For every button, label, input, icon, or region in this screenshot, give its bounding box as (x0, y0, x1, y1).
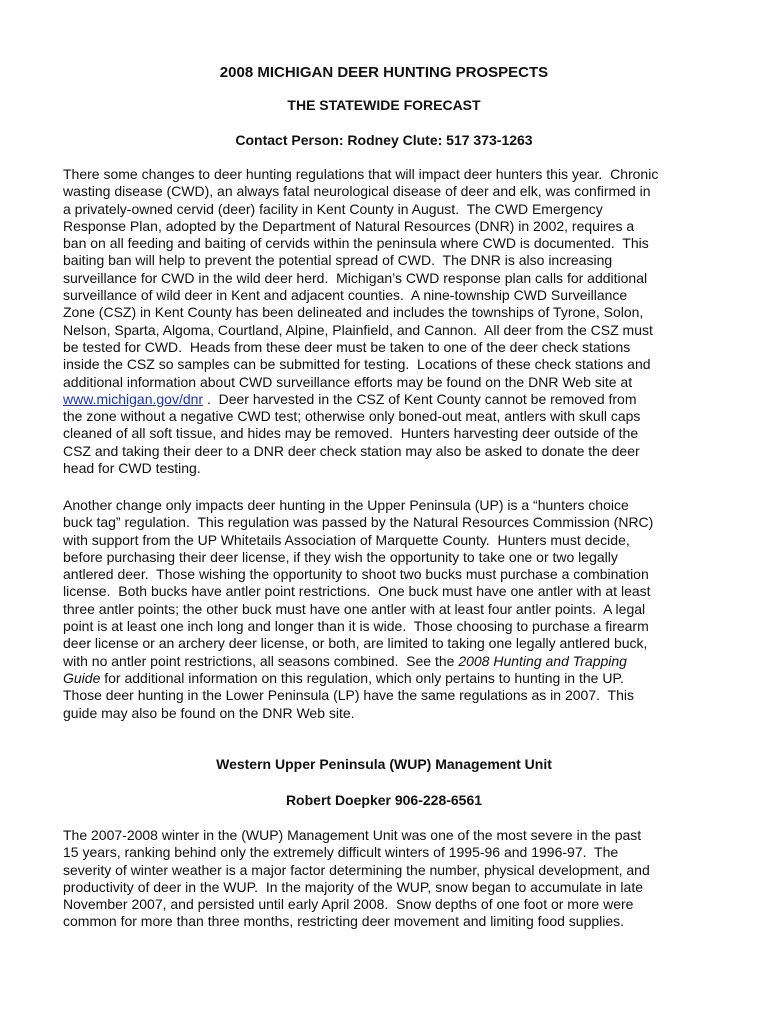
paragraph-line: Response Plan, adopted by the Department of Natural Resources (DNR) in 2002, requires a (63, 217, 635, 234)
paragraph-line: guide may also be found on the DNR Web site. (63, 704, 355, 721)
paragraph-line: cleaned of all soft tissue, and hides may be removed. Hunters harvesting deer outside of the (63, 425, 639, 442)
line-text: with no antler point restrictions, all seasons combined. See the (63, 652, 459, 669)
wup-section-title: Western Upper Peninsula (WUP) Management Unit (216, 756, 552, 772)
guide-title: 2008 Hunting and Trapping (458, 652, 627, 669)
paragraph-line: inside the CSZ so samples can be submitted for testing. Locations of these check stations and (63, 356, 651, 373)
paragraph-line: before purchasing their deer license, if they wish the opportunity to take one or two legally (63, 548, 618, 565)
line-text: for additional information on this regulation, which only pertains to hunting in the UP. (100, 669, 624, 686)
paragraph-line: ban on all feeding and baiting of cervids within the peninsula where CWD is documented. This (63, 235, 649, 252)
paragraph-line: severity of winter weather is a major factor determining the number, physical development, and (63, 861, 650, 878)
paragraph-line-with-link (63, 391, 713, 408)
intro-paragraph (63, 166, 713, 477)
paragraph-line: surveillance of wild deer in Kent and adjacent counties. A nine-township CWD Surveillance (63, 287, 628, 304)
paragraph-line: Another change only impacts deer hunting in the Upper Peninsula (UP) is a “hunters choice (63, 497, 629, 513)
paragraph-line: with support from the UP Whitetails Association of Marquette County. Hunters must decide, (63, 531, 630, 548)
dnr-website-link[interactable]: www.michigan.gov/dnr (63, 390, 204, 407)
wup-paragraph (63, 827, 713, 931)
paragraph-line: be tested for CWD. Heads from these deer must be taken to one of the deer check stations (63, 338, 631, 355)
paragraph-line: The 2007-2008 winter in the (WUP) Management Unit was one of the most severe in the past (63, 827, 642, 843)
paragraph-line: deer license or an archery deer license, or both, are limited to taking one legally antlered buck, (63, 635, 648, 652)
wup-contact-person: Robert Doepker 906-228-6561 (285, 792, 483, 808)
document-title: 2008 MICHIGAN DEER HUNTING PROSPECTS (219, 64, 549, 81)
paragraph-line: Zone (CSZ) in Kent County has been delineated and includes the townships of Tyrone, Solon, (63, 304, 644, 321)
paragraph-line: Those deer hunting in the Lower Peninsula (LP) have the same regulations as in 2007. This (63, 687, 634, 704)
upper-peninsula-paragraph (63, 497, 713, 722)
paragraph-line: productivity of deer in the WUP. In the majority of the WUP, snow began to accumulate in late (63, 878, 644, 895)
paragraph-line-with-guide-title (63, 670, 713, 687)
paragraph-line: Nelson, Sparta, Algoma, Courtland, Alpine, Plainfield, and Cannon. All deer from the CSZ must (63, 321, 653, 338)
paragraph-line: 15 years, ranking behind only the extremely difficult winters of 1995-96 and 1996-97. The (63, 844, 619, 861)
contact-person: Contact Person: Rodney Clute: 517 373-1263 (235, 132, 533, 148)
paragraph-line: head for CWD testing. (63, 460, 201, 477)
link-line-text: . Deer harvested in the CSZ of Kent County cannot be removed from (203, 390, 637, 407)
paragraph-line: CSZ and taking their deer to a DNR deer check station may also be asked to donate the deer (63, 442, 640, 459)
paragraph-line: There some changes to deer hunting regulations that will impact deer hunters this year. Chronic (63, 166, 659, 182)
paragraph-line: additional information about CWD surveillance efforts may be found on the DNR Web site at (63, 373, 633, 390)
paragraph-line: the zone without a negative CWD test; otherwise only boned-out meat, antlers with skull caps (63, 408, 641, 425)
paragraph-line: license. Both bucks have antler point restrictions. One buck must have one antler with at least (63, 583, 651, 600)
paragraph-line: antlered deer. Those wishing the opportunity to shoot two bucks must purchase a combination (63, 566, 649, 583)
paragraph-line: wasting disease (CWD), an always fatal neurological disease of deer and elk, was confirmed in (63, 183, 651, 200)
paragraph-line: baiting ban will help to prevent the potential spread of CWD. The DNR is also increasing (63, 252, 613, 269)
paragraph-line: surveillance for CWD in the wild deer herd. Michigan’s CWD response plan calls for additional (63, 269, 648, 286)
guide-title: Guide (63, 669, 101, 686)
paragraph-line: three antler points; the other buck must have one antler with at least four antler points. A legal (63, 600, 646, 617)
paragraph-line-with-guide-title (63, 653, 713, 670)
paragraph-line: point is at least one inch long and longer than it is wide. Those choosing to purchase a firearm (63, 618, 649, 635)
paragraph-line: a privately-owned cervid (deer) facility in Kent County in August. The CWD Emergency (63, 200, 603, 217)
paragraph-line: common for more than three months, restricting deer movement and limiting food supplies. (63, 913, 625, 930)
paragraph-line: buck tag” regulation. This regulation was passed by the Natural Resources Commission (NRC) (63, 514, 654, 531)
paragraph-line: November 2007, and persisted until early April 2008. Snow depths of one foot or more were (63, 896, 634, 913)
document-subtitle: THE STATEWIDE FORECAST (287, 97, 481, 113)
